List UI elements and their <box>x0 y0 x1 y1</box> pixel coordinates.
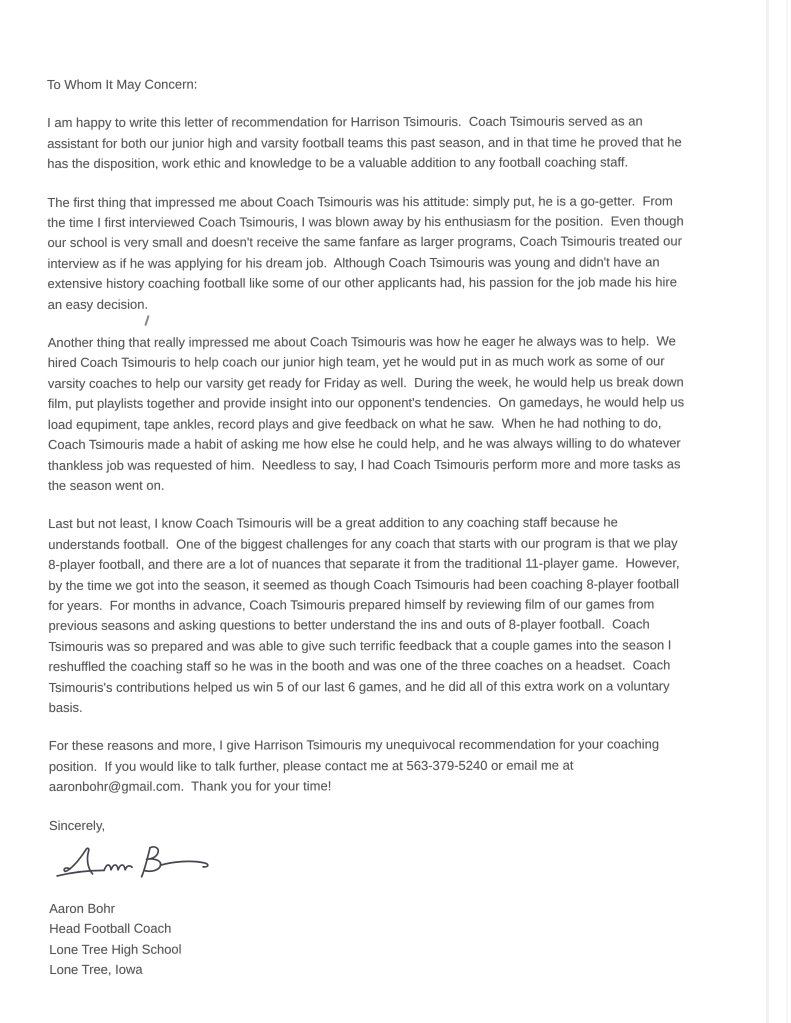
scanner-streak-artifact <box>766 0 769 1023</box>
scanner-edge-artifact <box>786 0 788 1023</box>
body-paragraph-3: Another thing that really impressed me about Coach Tsimouris was how he eager he always was to help. We hired Coach Tsimouris to help coach our junior high team, yet he would put in as much work as some of our varsity coaches to help our varsity get ready for Friday as well. During the week, he would help us break down film, put playlists together and provide insight into our opponent's tendencies. On gamedays, he would help us load equpiment, tape ankles, record plays and give feedback on what he saw. When he had nothing to do, Coach Tsimouris made a habit of asking me how else he could help, and he was always willing to do whatever thankless job was requested of him. Needless to say, I had Coach Tsimouris perform more and more tasks as the season went on. <box>47 333 685 493</box>
body-paragraph-5: For these reasons and more, I give Harrison Tsimouris my unequivocal recommendation for your coaching position. If you would like to talk further, please contact me at 563-379-5240 or email me at aaronbohr@gmail.com. Thank you for your time! <box>48 736 660 795</box>
signature-block <box>49 897 761 980</box>
body-paragraph-1: I am happy to write this letter of recommendation for Harrison Tsimouris. Coach Tsimouris served as an assistant for both our junior high and varsity football teams this past season, and in that time he proved that he has the disposition, work ethic and knowledge to be a valuable addition to any football coaching staff. <box>47 113 682 172</box>
body-paragraph-2: The first thing that impressed me about Coach Tsimouris was his attitude: simply put, he is a go-getter. From the time I first interviewed Coach Tsimouris, I was blown away by his enthusiasm for the position. Even though our school is very small and doesn't receive the same fanfare as larger programs, Coach Tsimouris treated our interview as if he was applying for his dream job. Although Coach Tsimouris was young and didn't have an extensive history coaching football like some of our other applicants had, his passion for the job made his hire an easy decision. <box>47 192 684 312</box>
signer-name: Aaron Bohr <box>49 900 115 916</box>
body-paragraph-4: Last but not least, I know Coach Tsimouris will be a great addition to any coaching staff because he understands football. One of the biggest challenges for any coach that starts with our program is that we play 8-player football, and there are a lot of nuances that separate it from the traditional 11-player game. However, by the time we got into the season, it seemed as though Coach Tsimouris had been coaching 8-player football for years. For months in advance, Coach Tsimouris prepared himself by reviewing film of our games from previous seasons and asking questions to better understand the ins and outs of 8-player football. Coach Tsimouris was so prepared and was able to give such terrific feedback that a couple games into the season I reshuffled the coaching staff so he was in the booth and was one of the three coaches on a headset. Coach Tsimouris's contributions helped us win 5 of our last 6 games, and he did all of this extra work on a voluntary basis. <box>48 514 680 715</box>
handwritten-signature <box>49 838 761 897</box>
signer-title: Head Football Coach <box>49 921 172 937</box>
signature-ink-icon <box>55 842 215 898</box>
signer-location: Lone Tree, Iowa <box>49 961 143 978</box>
closing-salutation: Sincerely, <box>48 817 106 833</box>
greeting-line: To Whom It May Concern: <box>47 76 198 92</box>
signer-school: Lone Tree High School <box>49 941 182 957</box>
letter-body <box>47 73 761 980</box>
